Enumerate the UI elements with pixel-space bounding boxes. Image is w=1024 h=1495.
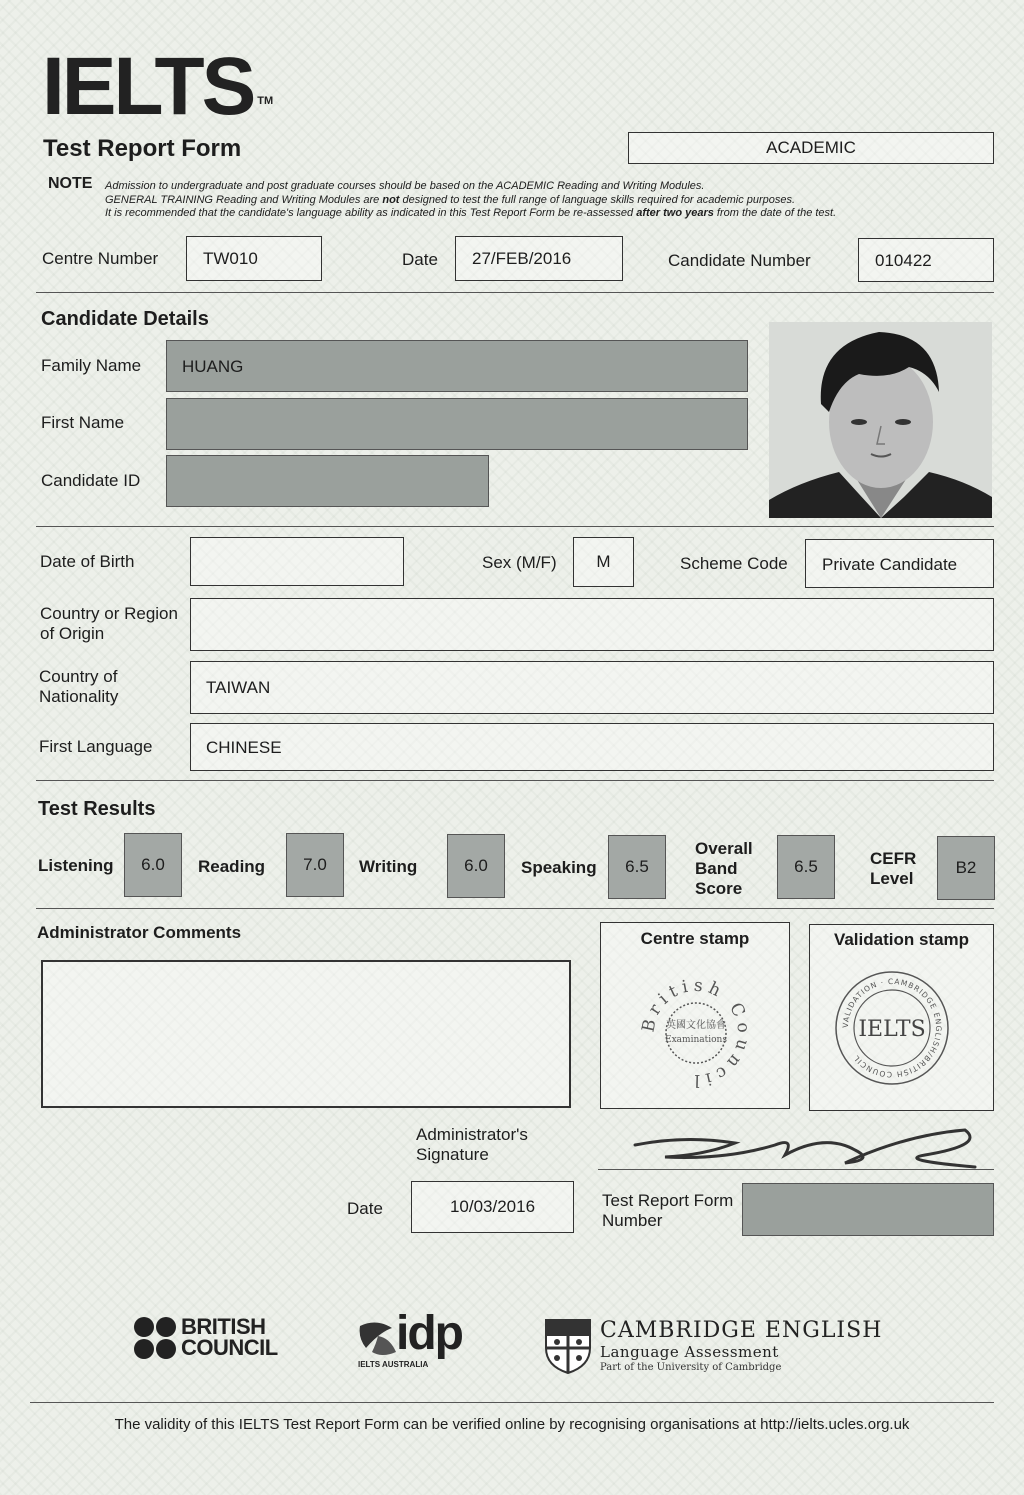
note-line-3: It is recommended that the candidate's language ability as indicated in this Test Report Form be re-assessed after two years from the date of the test. [105, 207, 837, 219]
sex-box [573, 537, 634, 587]
british-council-dots-icon [133, 1316, 177, 1360]
admin-comments-box [41, 960, 571, 1108]
date-box [455, 236, 623, 281]
signature-icon [625, 1115, 985, 1175]
candidate-number-value: 010422 [875, 251, 932, 270]
centre-number-box [186, 236, 322, 281]
validity-note: The validity of this IELTS Test Report Form can be verified online by recognising organisations at http://ielts.ucles.org.uk [114, 1416, 910, 1433]
divider [36, 908, 994, 909]
cambridge-shield-icon [544, 1318, 592, 1374]
first-language-label: First Language [39, 737, 153, 756]
page-title: Test Report Form [43, 135, 242, 162]
validation-stamp-icon [832, 968, 952, 1088]
test-results-title: Test Results [38, 798, 156, 820]
scheme-code-value: Private Candidate [822, 555, 958, 574]
divider [36, 780, 994, 781]
scheme-code-label: Scheme Code [680, 554, 788, 573]
candidate-number-label: Candidate Number [668, 251, 811, 270]
first-language-value: CHINESE [206, 738, 282, 757]
candidate-id-redacted [166, 455, 489, 507]
trademark: TM [257, 95, 274, 107]
module-value: ACADEMIC [766, 138, 856, 157]
idp-text: idp [396, 1307, 462, 1360]
note-label: NOTE [48, 175, 93, 192]
sex-value: M [596, 552, 611, 571]
divider [36, 526, 994, 527]
reading-label: Reading [198, 857, 266, 876]
cambridge-line-3: Part of the University of Cambridge [600, 1362, 782, 1373]
svg-text:IELTS: IELTS [858, 1017, 926, 1042]
writing-label: Writing [359, 857, 418, 876]
speaking-label: Speaking [521, 858, 597, 877]
cambridge-line-1: CAMBRIDGE ENGLISH [600, 1318, 883, 1343]
nationality-value: TAIWAN [206, 678, 271, 697]
signature-line [598, 1169, 994, 1170]
divider [36, 292, 994, 293]
centre-number-label: Centre Number [42, 249, 159, 268]
british-council-text: BRITISH COUNCIL [181, 1314, 278, 1360]
candidate-id-label: Candidate ID [41, 471, 141, 490]
admin-date-value: 10/03/2016 [449, 1197, 536, 1216]
admin-comments-label: Administrator Comments [37, 923, 242, 942]
listening-label: Listening [38, 856, 114, 875]
family-name-value: HUANG [182, 357, 244, 376]
centre-number-value: TW010 [203, 249, 258, 268]
centre-stamp-label: Centre stamp [640, 929, 750, 948]
first-name-redacted [166, 398, 748, 450]
overall-band-score: 6.5 [777, 835, 835, 899]
first-name-label: First Name [41, 413, 125, 432]
idp-logo [356, 1307, 471, 1372]
svg-text:英國文化協會: 英國文化協會 [666, 1020, 726, 1031]
nationality-box [190, 661, 994, 714]
cambridge-logo [544, 1318, 904, 1376]
admin-date-label: Date [347, 1199, 383, 1218]
validation-stamp [832, 968, 952, 1088]
dob-box [190, 537, 404, 586]
overall-band-label: Overall Band Score [695, 839, 753, 898]
cambridge-line-2: Language Assessment [600, 1343, 779, 1361]
dob-label: Date of Birth [40, 552, 135, 571]
svg-text:Examinations: Examinations [665, 1035, 727, 1045]
portrait-icon [769, 322, 992, 518]
reading-score: 7.0 [286, 833, 344, 897]
idp-subtext: IELTS AUSTRALIA [358, 1360, 429, 1369]
validation-stamp-label: Validation stamp [833, 930, 970, 949]
family-name-field [166, 340, 748, 392]
candidate-photo [769, 322, 992, 518]
speaking-score: 6.5 [608, 835, 666, 899]
trf-number-redacted [742, 1183, 994, 1236]
first-language-box [190, 723, 994, 771]
module-box [628, 132, 994, 164]
cefr-label: CEFR Level [870, 849, 917, 888]
sex-label: Sex (M/F) [482, 553, 557, 572]
date-value: 27/FEB/2016 [472, 249, 572, 268]
note-line-1: Admission to undergraduate and post graduate courses should be based on the ACADEMIC Reading and Writing Modules. [105, 180, 705, 192]
note-line-2: GENERAL TRAINING Reading and Writing Modules are not designed to test the full range of language skills required for academic purposes. [105, 193, 796, 206]
signature-label: Administrator's Signature [416, 1125, 528, 1164]
origin-box [190, 598, 994, 651]
centre-stamp-icon [636, 978, 756, 1088]
ielts-logo [42, 41, 274, 132]
nationality-label: Country of Nationality [39, 667, 119, 706]
origin-label: Country or Region of Origin [40, 604, 178, 643]
cefr-level: B2 [937, 836, 995, 900]
family-name-label: Family Name [41, 356, 142, 375]
divider [30, 1402, 994, 1403]
listening-score: 6.0 [124, 833, 182, 897]
note-text [105, 180, 1005, 221]
svg-text:British Council: British Council [638, 978, 754, 1088]
writing-score: 6.0 [447, 834, 505, 898]
admin-date-box [411, 1181, 574, 1233]
date-label: Date [402, 250, 438, 269]
scheme-code-box [805, 539, 994, 588]
idp-globe-icon [356, 1318, 398, 1358]
svg-text:VALIDATION · CAMBRIDGE ENGLISH: VALIDATION · CAMBRIDGE ENGLISH/BRITISH COUNCIL [840, 976, 944, 1080]
centre-stamp [636, 978, 756, 1088]
candidate-number-box [858, 238, 994, 282]
candidate-details-title: Candidate Details [41, 308, 209, 330]
ielts-logo-text: IELTS [42, 41, 254, 132]
trf-number-label: Test Report Form Number [602, 1191, 734, 1230]
signature [625, 1115, 985, 1175]
